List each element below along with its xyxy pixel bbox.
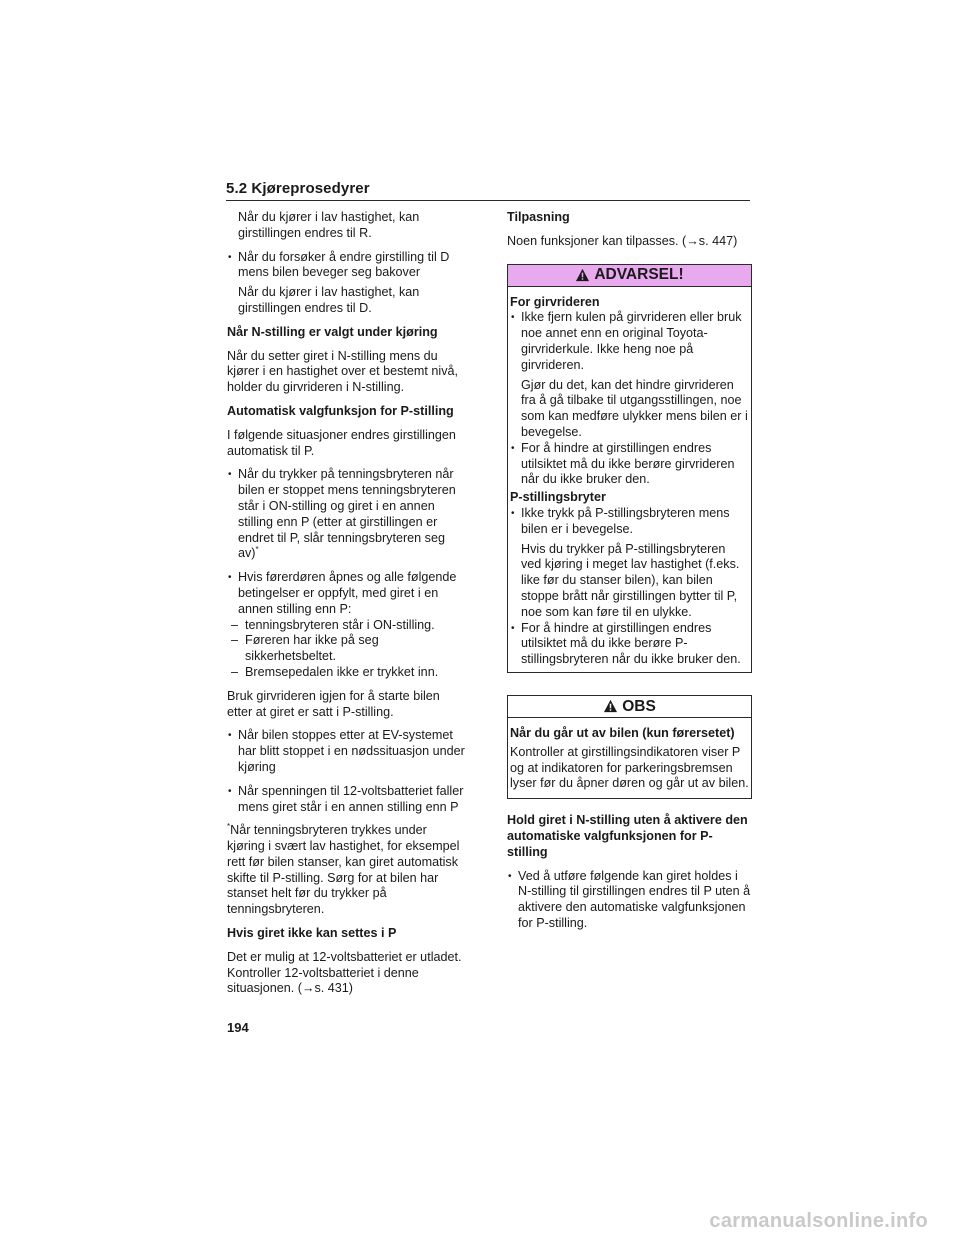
page-number: 194 [227, 1020, 249, 1035]
list-item-text: Når du trykker på tenningsbryteren når bilen er stoppet mens tenningsbryteren står i ON-stilling og giret i en annen stilling enn P (etter at girstillingen er endret til P, slår tenningsbryteren seg av) [238, 467, 456, 561]
list-item [227, 467, 465, 562]
list-item [227, 250, 465, 282]
list-item-text: For å hindre at girstillingen endres utilsiktet må du ikke berøre girvrideren når du ikke bruker den. [521, 440, 735, 487]
subheading: Automatisk valgfunksjon for P-stilling [227, 403, 454, 418]
warning-body [508, 287, 751, 672]
footnote-text: Når tenningsbryteren trykkes under kjøring i svært lav hastighet, for eksempel rett før bilen stanser, kan giret automatisk skifte til P-stilling. Sørg for at bilen har stanset helt før du trykker på tenningsbryteren. [227, 823, 460, 917]
list-item-text: Ved å utføre følgende kan giret holdes i N-stilling til girstillingen endres til P uten å aktivere den automatiske valgfunksjonen for P-stilling. [518, 868, 751, 930]
notice-title: OBS [622, 697, 656, 715]
list-item [510, 621, 749, 668]
list-item-text: Ikke fjern kulen på girvrideren eller bruk noe annet enn en original Toyota-girvriderkule. Ikke heng noe på girvrideren. [521, 310, 742, 372]
notice-body [508, 718, 751, 798]
notice-box-header [508, 696, 751, 718]
subheading: Når N-stilling er valgt under kjøring [227, 324, 438, 339]
footnote-marker: * [255, 545, 259, 555]
footnote-marker: * [227, 822, 231, 832]
dash-item: – Føreren har ikke på seg sikkerhetsbeltet. [231, 633, 465, 665]
warning-title: ADVARSEL! [594, 266, 684, 284]
subheading: Når du går ut av bilen (kun førersetet) [510, 725, 735, 740]
list-item [507, 869, 752, 932]
list-item-text: Ikke trykk på P-stillingsbryteren mens bilen er i bevegelse. [521, 505, 730, 536]
list-item-text: Når bilen stoppes etter at EV-systemet har blitt stoppet i en nødssituasjon under kjøring [238, 728, 465, 774]
list-item [227, 784, 465, 816]
notice-box [507, 695, 752, 799]
paragraph: Når du kjører i lav hastighet, kan girstillingen endres til R. [238, 210, 420, 240]
paragraph: Når du kjører i lav hastighet, kan girstillingen endres til D. [238, 285, 420, 315]
warning-box [507, 264, 752, 673]
subheading: Hvis giret ikke kan settes i P [227, 926, 397, 941]
paragraph: Bruk girvrideren igjen for å starte bilen etter at giret er satt i P-stilling. [227, 688, 440, 719]
list-item-text: Hvis førerdøren åpnes og alle følgende betingelser er oppfylt, med giret i en annen stilling enn P: [238, 570, 457, 616]
list-item [510, 441, 749, 488]
subheading: For girvrideren [510, 294, 600, 309]
paragraph: Hvis du trykker på P-stillingsbryteren ved kjøring i meget lav hastighet (f.eks. like før du stanser bilen), kan bilen stoppe brått når girstillingen bytter til P, noe som kan føre til en ulykke. [521, 541, 740, 619]
paragraph: Kontroller at girstillingsindikatoren viser P og at indikatoren for parkeringsbremsen lyser før du åpner døren og går ut av bilen. [510, 744, 749, 791]
list-item-text: Når spenningen til 12-voltsbatteriet faller mens giret står i en annen stilling enn P [238, 783, 464, 814]
subheading: Hold giret i N-stilling uten å aktivere den automatiske valgfunksjonen for P-stilling [507, 813, 748, 859]
dash-item: – Bremsepedalen ikke er trykket inn. [231, 665, 465, 681]
right-column [507, 210, 752, 940]
list-item-text: Når du forsøker å endre girstilling til D mens bilen beveger seg bakover [238, 249, 450, 280]
section-header: 5.2 Kjøreprosedyrer [226, 180, 750, 201]
left-column [227, 210, 465, 1005]
warning-box-header [508, 265, 751, 287]
paragraph: I følgende situasjoner endres girstillingen automatisk til P. [227, 427, 456, 458]
paragraph: Gjør du det, kan det hindre girvrideren fra å gå tilbake til utgangsstillingen, noe som kan medføre ulykker mens bilen er i bevegelse. [521, 377, 748, 439]
watermark: carmanualsonline.info [709, 1210, 928, 1232]
dash-item: – tenningsbryteren står i ON-stilling. [231, 618, 465, 634]
list-item [227, 728, 465, 775]
paragraph: Noen funksjoner kan tilpasses. (→s. 447) [507, 233, 738, 248]
list-item [510, 506, 749, 538]
footnote [227, 823, 465, 918]
subheading: Tilpasning [507, 210, 570, 224]
subheading: P-stillingsbryter [510, 490, 606, 505]
list-item-text: For å hindre at girstillingen endres utilsiktet må du ikke berøre P-stillingsbryteren når du ikke bruker den. [521, 620, 741, 667]
paragraph: Når du setter giret i N-stilling mens du kjører i en hastighet over et bestemt nivå, holder du girvrideren i N-stilling. [227, 348, 458, 395]
warning-triangle-icon [575, 268, 590, 282]
list-item [510, 310, 749, 373]
paragraph: Det er mulig at 12-voltsbatteriet er utladet. Kontroller 12-voltsbatteriet i denne situasjonen. (→s. 431) [227, 949, 462, 996]
warning-triangle-icon [603, 699, 618, 713]
list-item [227, 570, 465, 617]
